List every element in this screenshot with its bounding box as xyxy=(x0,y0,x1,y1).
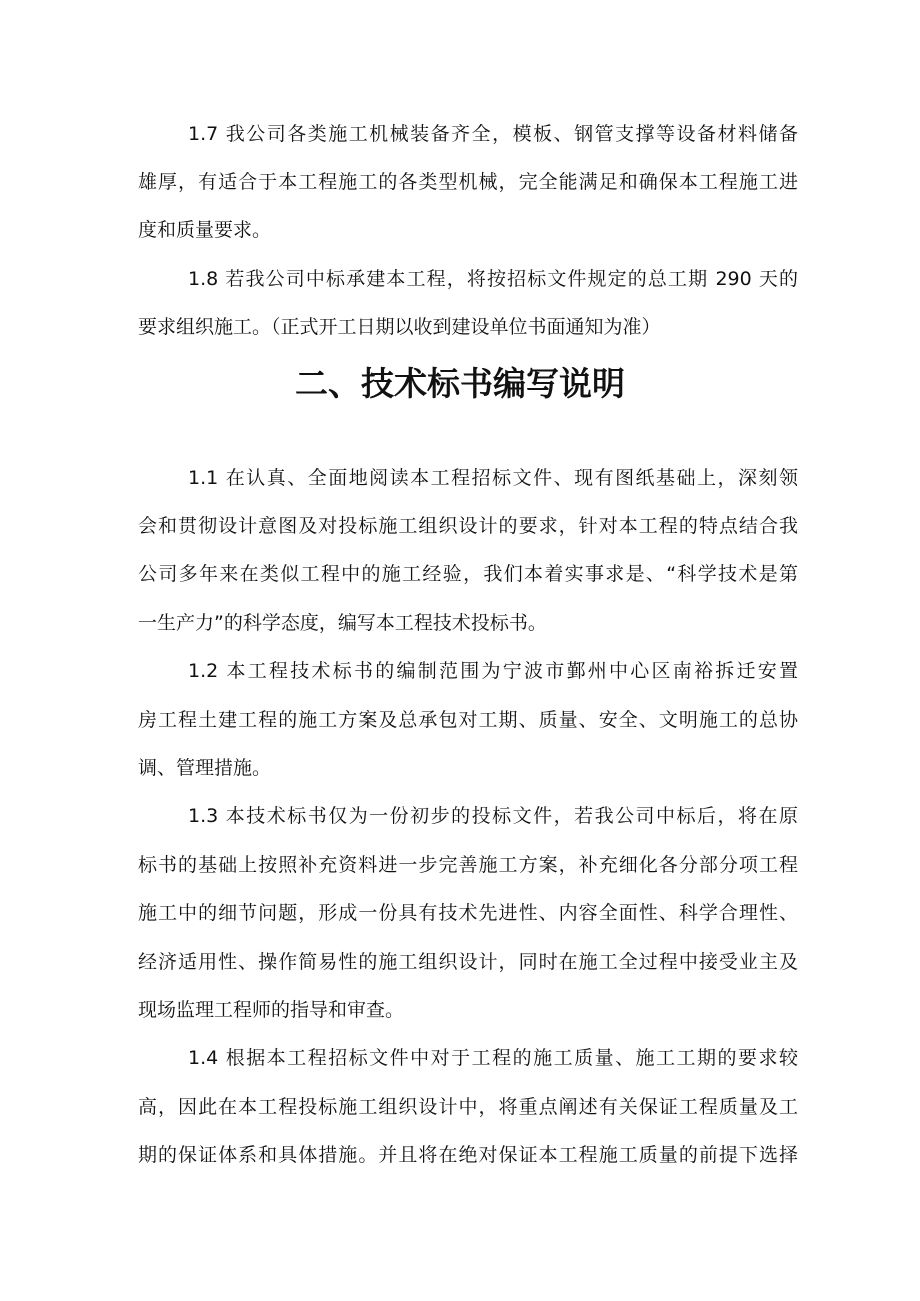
text-line: 1.8 若我公司中标承建本工程，将按招标文件规定的总工期 290 天的 xyxy=(188,268,798,290)
text-line: 高，因此在本工程投标施工组织设计中，将重点阐述有关保证工程质量及工 xyxy=(138,1096,798,1118)
text-line: 现场监理工程师的指导和审查。 xyxy=(138,999,405,1021)
text-line: 期的保证体系和具体措施。并且将在绝对保证本工程施工质量的前提下选择 xyxy=(138,1144,798,1166)
text-line: 经济适用性、操作简易性的施工组织设计，同时在施工全过程中接受业主及 xyxy=(138,951,798,973)
text-line: 1.1 在认真、全面地阅读本工程招标文件、现有图纸基础上，深刻领 xyxy=(188,467,798,489)
text-line: 一生产力”的科学态度，编写本工程技术投标书。 xyxy=(138,612,547,634)
text-line: 雄厚，有适合于本工程施工的各类型机械，完全能满足和确保本工程施工进 xyxy=(138,171,798,193)
text-line: 1.2 本工程技术标书的编制范围为宁波市鄞州中心区南裕拆迁安置 xyxy=(188,660,798,682)
text-line: 度和质量要求。 xyxy=(138,219,272,241)
text-line: 1.4 根据本工程招标文件中对于工程的施工质量、施工工期的要求较 xyxy=(188,1047,798,1069)
text-line: 房工程土建工程的施工方案及总承包对工期、质量、安全、文明施工的总协 xyxy=(138,709,798,731)
text-line: 标书的基础上按照补充资料进一步完善施工方案，补充细化各分部分项工程 xyxy=(138,854,798,876)
text-line: 调、管理措施。 xyxy=(138,757,272,779)
text-line: 会和贯彻设计意图及对投标施工组织设计的要求，针对本工程的特点结合我 xyxy=(138,515,798,537)
text-line: 要求组织施工。（正式开工日期以收到建设单位书面通知为准） xyxy=(138,316,661,338)
text-line: 公司多年来在类似工程中的施工经验，我们本着实事求是、“科学技术是第 xyxy=(138,563,798,585)
section-heading: 二、技术标书编写说明 xyxy=(295,364,625,403)
text-line: 1.3 本技术标书仅为一份初步的投标文件，若我公司中标后，将在原 xyxy=(188,805,798,827)
text-line: 施工中的细节问题，形成一份具有技术先进性、内容全面性、科学合理性、 xyxy=(138,902,798,924)
text-line: 1.7 我公司各类施工机械装备齐全，模板、钢管支撑等设备材料储备 xyxy=(188,123,798,145)
